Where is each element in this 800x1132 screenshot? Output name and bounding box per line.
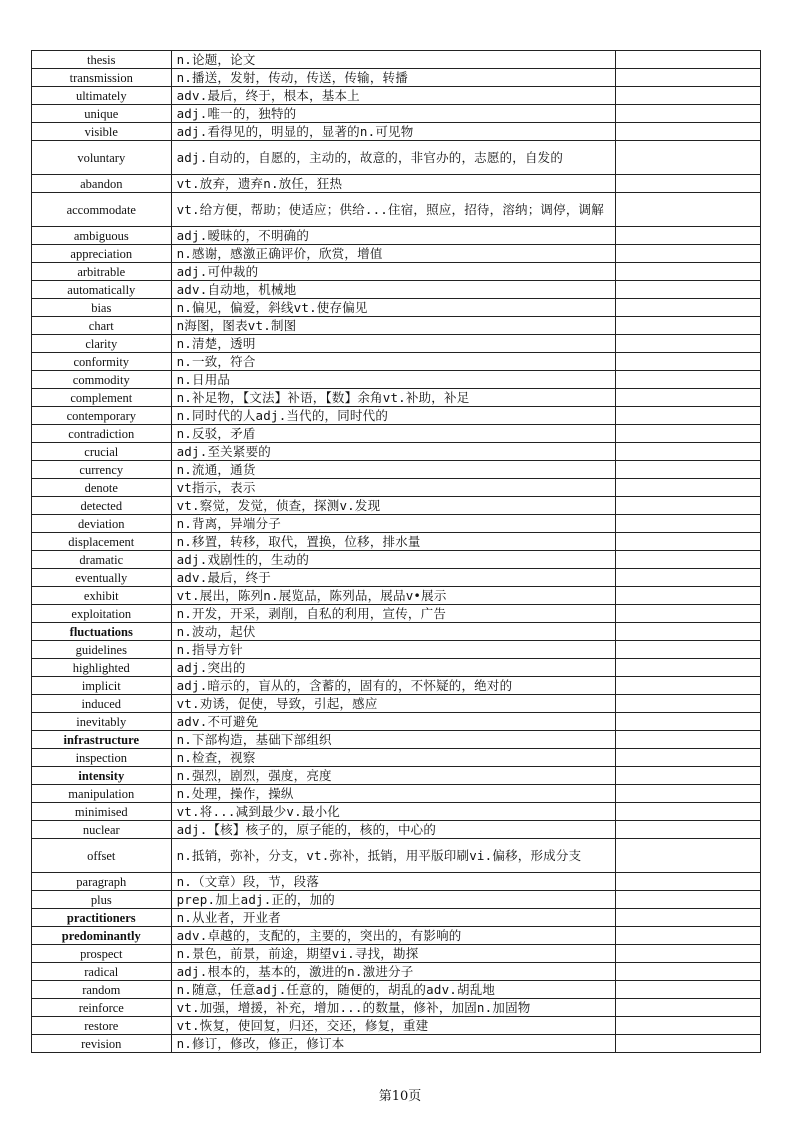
notes-cell — [616, 945, 761, 963]
word-cell: random — [32, 981, 172, 999]
word-cell: crucial — [32, 443, 172, 461]
notes-cell — [616, 713, 761, 731]
word-cell: fluctuations — [32, 623, 172, 641]
definition-cell: adj.戏剧性的，生动的 — [171, 551, 616, 569]
definition-cell: adv.自动地，机械地 — [171, 281, 616, 299]
word-cell: minimised — [32, 803, 172, 821]
definition-cell: adj.突出的 — [171, 659, 616, 677]
definition-cell: adj.暧昧的，不明确的 — [171, 227, 616, 245]
notes-cell — [616, 785, 761, 803]
notes-cell — [616, 69, 761, 87]
table-row — [32, 839, 761, 873]
definition-cell: n.移置，转移，取代，置换，位移，排水量 — [171, 533, 616, 551]
table-row — [32, 425, 761, 443]
definition-cell: vt.展出，陈列n.展览品，陈列品，展品v•展示 — [171, 587, 616, 605]
definition-cell: vt.察觉，发觉，侦查，探测v.发现 — [171, 497, 616, 515]
table-row — [32, 623, 761, 641]
definition-cell: n.流通，通货 — [171, 461, 616, 479]
notes-cell — [616, 87, 761, 105]
definition-cell: n.日用品 — [171, 371, 616, 389]
word-cell: chart — [32, 317, 172, 335]
definition-cell: n.处理，操作，操纵 — [171, 785, 616, 803]
definition-cell: n.景色，前景，前途，期望vi.寻找，勘探 — [171, 945, 616, 963]
table-row — [32, 105, 761, 123]
table-row — [32, 245, 761, 263]
word-cell: paragraph — [32, 873, 172, 891]
table-row — [32, 677, 761, 695]
word-cell: infrastructure — [32, 731, 172, 749]
word-cell: appreciation — [32, 245, 172, 263]
notes-cell — [616, 963, 761, 981]
word-cell: automatically — [32, 281, 172, 299]
notes-cell — [616, 767, 761, 785]
definition-cell: n.修订，修改，修正，修订本 — [171, 1035, 616, 1053]
word-cell: abandon — [32, 175, 172, 193]
definition-cell: n.检查，视察 — [171, 749, 616, 767]
table-row — [32, 981, 761, 999]
table-row — [32, 389, 761, 407]
notes-cell — [616, 371, 761, 389]
word-cell: bias — [32, 299, 172, 317]
definition-cell: vt.将...减到最少v.最小化 — [171, 803, 616, 821]
table-row — [32, 587, 761, 605]
definition-cell: adj.可仲裁的 — [171, 263, 616, 281]
table-row — [32, 227, 761, 245]
table-row — [32, 193, 761, 227]
table-row — [32, 123, 761, 141]
table-row — [32, 371, 761, 389]
notes-cell — [616, 461, 761, 479]
definition-cell: adj.【核】核子的，原子能的，核的，中心的 — [171, 821, 616, 839]
table-row — [32, 51, 761, 69]
word-cell: prospect — [32, 945, 172, 963]
notes-cell — [616, 299, 761, 317]
table-row — [32, 909, 761, 927]
notes-cell — [616, 677, 761, 695]
word-cell: displacement — [32, 533, 172, 551]
definition-cell: adj.至关紧要的 — [171, 443, 616, 461]
notes-cell — [616, 227, 761, 245]
notes-cell — [616, 551, 761, 569]
definition-cell: n.随意，任意adj.任意的，随便的，胡乱的adv.胡乱地 — [171, 981, 616, 999]
definition-cell: n.强烈，剧烈，强度，亮度 — [171, 767, 616, 785]
word-cell: contradiction — [32, 425, 172, 443]
notes-cell — [616, 999, 761, 1017]
notes-cell — [616, 105, 761, 123]
word-cell: implicit — [32, 677, 172, 695]
definition-cell: n.同时代的人adj.当代的，同时代的 — [171, 407, 616, 425]
definition-cell: adv.最后，终于 — [171, 569, 616, 587]
table-row — [32, 785, 761, 803]
word-cell: exhibit — [32, 587, 172, 605]
table-row — [32, 551, 761, 569]
definition-cell: n.补足物，【文法】补语，【数】余角vt.补助，补足 — [171, 389, 616, 407]
word-cell: detected — [32, 497, 172, 515]
definition-cell: n.下部构造，基础下部组织 — [171, 731, 616, 749]
table-row — [32, 175, 761, 193]
word-cell: plus — [32, 891, 172, 909]
word-cell: arbitrable — [32, 263, 172, 281]
table-row — [32, 461, 761, 479]
notes-cell — [616, 193, 761, 227]
notes-cell — [616, 1035, 761, 1053]
table-row — [32, 731, 761, 749]
table-row — [32, 1035, 761, 1053]
word-cell: ultimately — [32, 87, 172, 105]
word-cell: currency — [32, 461, 172, 479]
table-row — [32, 945, 761, 963]
word-cell: complement — [32, 389, 172, 407]
table-row — [32, 749, 761, 767]
definition-cell: adv.不可避免 — [171, 713, 616, 731]
definition-cell: vt.放弃，遗弃n.放任，狂热 — [171, 175, 616, 193]
table-row — [32, 497, 761, 515]
table-row — [32, 533, 761, 551]
notes-cell — [616, 981, 761, 999]
notes-cell — [616, 909, 761, 927]
table-row — [32, 927, 761, 945]
word-cell: denote — [32, 479, 172, 497]
word-cell: thesis — [32, 51, 172, 69]
table-row — [32, 605, 761, 623]
notes-cell — [616, 803, 761, 821]
table-row — [32, 999, 761, 1017]
definition-cell: adj.自动的，自愿的，主动的，故意的，非官办的，志愿的，自发的 — [171, 141, 616, 175]
table-row — [32, 659, 761, 677]
word-cell: offset — [32, 839, 172, 873]
word-cell: unique — [32, 105, 172, 123]
notes-cell — [616, 123, 761, 141]
word-cell: transmission — [32, 69, 172, 87]
definition-cell: adj.根本的，基本的，激进的n.激进分子 — [171, 963, 616, 981]
definition-cell: vt.加强，增援，补充，增加...的数量，修补，加固n.加固物 — [171, 999, 616, 1017]
word-cell: induced — [32, 695, 172, 713]
table-row — [32, 803, 761, 821]
definition-cell: adj.唯一的，独特的 — [171, 105, 616, 123]
table-row — [32, 141, 761, 175]
definition-cell: n.从业者，开业者 — [171, 909, 616, 927]
word-cell: practitioners — [32, 909, 172, 927]
definition-cell: adv.最后，终于，根本，基本上 — [171, 87, 616, 105]
word-cell: accommodate — [32, 193, 172, 227]
notes-cell — [616, 51, 761, 69]
table-row — [32, 515, 761, 533]
table-row — [32, 317, 761, 335]
word-cell: exploitation — [32, 605, 172, 623]
notes-cell — [616, 389, 761, 407]
notes-cell — [616, 839, 761, 873]
notes-cell — [616, 569, 761, 587]
definition-cell: n.抵销，弥补，分支，vt.弥补，抵销，用平版印刷vi.偏移，形成分支 — [171, 839, 616, 873]
notes-cell — [616, 515, 761, 533]
notes-cell — [616, 175, 761, 193]
definition-cell: n.背离，异端分子 — [171, 515, 616, 533]
table-row — [32, 263, 761, 281]
word-cell: contemporary — [32, 407, 172, 425]
table-row — [32, 299, 761, 317]
word-cell: inevitably — [32, 713, 172, 731]
word-cell: visible — [32, 123, 172, 141]
definition-cell: n.（文章）段，节，段落 — [171, 873, 616, 891]
table-row — [32, 1017, 761, 1035]
table-row — [32, 353, 761, 371]
definition-cell: n.反驳，矛盾 — [171, 425, 616, 443]
definition-cell: prep.加上adj.正的，加的 — [171, 891, 616, 909]
definition-cell: n.感谢，感激正确评价，欣赏，增值 — [171, 245, 616, 263]
notes-cell — [616, 749, 761, 767]
definition-cell: adj.暗示的，盲从的，含蓄的，固有的，不怀疑的，绝对的 — [171, 677, 616, 695]
table-row — [32, 641, 761, 659]
table-row — [32, 695, 761, 713]
table-row — [32, 767, 761, 785]
definition-cell: vt.恢复，使回复，归还，交还，修复，重建 — [171, 1017, 616, 1035]
definition-cell: vt.劝诱，促使，导致，引起，感应 — [171, 695, 616, 713]
definition-cell: vt.给方便，帮助；使适应；供给...住宿，照应，招待，溶纳；调停，调解 — [171, 193, 616, 227]
table-row — [32, 443, 761, 461]
notes-cell — [616, 245, 761, 263]
notes-cell — [616, 335, 761, 353]
word-cell: nuclear — [32, 821, 172, 839]
notes-cell — [616, 443, 761, 461]
definition-cell: n.论题，论文 — [171, 51, 616, 69]
definition-cell: n.波动，起伏 — [171, 623, 616, 641]
notes-cell — [616, 605, 761, 623]
table-row — [32, 873, 761, 891]
table-row — [32, 407, 761, 425]
table-row — [32, 87, 761, 105]
notes-cell — [616, 317, 761, 335]
definition-cell: adj.看得见的，明显的，显著的n.可见物 — [171, 123, 616, 141]
table-row — [32, 569, 761, 587]
notes-cell — [616, 425, 761, 443]
notes-cell — [616, 927, 761, 945]
definition-cell: n.清楚，透明 — [171, 335, 616, 353]
word-cell: ambiguous — [32, 227, 172, 245]
definition-cell: n.偏见，偏爱，斜线vt.使存偏见 — [171, 299, 616, 317]
word-cell: radical — [32, 963, 172, 981]
table-row — [32, 963, 761, 981]
definition-cell: n海图，图表vt.制图 — [171, 317, 616, 335]
definition-cell: vt指示，表示 — [171, 479, 616, 497]
notes-cell — [616, 141, 761, 175]
table-row — [32, 891, 761, 909]
word-cell: deviation — [32, 515, 172, 533]
word-cell: eventually — [32, 569, 172, 587]
notes-cell — [616, 891, 761, 909]
notes-cell — [616, 873, 761, 891]
notes-cell — [616, 821, 761, 839]
definition-cell: n.指导方针 — [171, 641, 616, 659]
definition-cell: n.开发，开采，剥削，自私的利用，宣传，广告 — [171, 605, 616, 623]
notes-cell — [616, 731, 761, 749]
word-cell: predominantly — [32, 927, 172, 945]
table-row — [32, 335, 761, 353]
word-cell: commodity — [32, 371, 172, 389]
notes-cell — [616, 659, 761, 677]
notes-cell — [616, 281, 761, 299]
notes-cell — [616, 1017, 761, 1035]
word-cell: clarity — [32, 335, 172, 353]
table-row — [32, 281, 761, 299]
table-row — [32, 479, 761, 497]
notes-cell — [616, 587, 761, 605]
notes-cell — [616, 695, 761, 713]
notes-cell — [616, 407, 761, 425]
notes-cell — [616, 479, 761, 497]
word-cell: reinforce — [32, 999, 172, 1017]
page-number: 第10页 — [378, 1089, 422, 1104]
word-cell: voluntary — [32, 141, 172, 175]
word-cell: restore — [32, 1017, 172, 1035]
word-cell: inspection — [32, 749, 172, 767]
word-cell: intensity — [32, 767, 172, 785]
notes-cell — [616, 497, 761, 515]
notes-cell — [616, 353, 761, 371]
vocabulary-table-body — [32, 51, 761, 1053]
table-row — [32, 69, 761, 87]
notes-cell — [616, 623, 761, 641]
definition-cell: adv.卓越的，支配的，主要的，突出的，有影响的 — [171, 927, 616, 945]
notes-cell — [616, 641, 761, 659]
notes-cell — [616, 533, 761, 551]
word-cell: manipulation — [32, 785, 172, 803]
table-row — [32, 713, 761, 731]
definition-cell: n.一致，符合 — [171, 353, 616, 371]
word-cell: conformity — [32, 353, 172, 371]
notes-cell — [616, 263, 761, 281]
word-cell: revision — [32, 1035, 172, 1053]
table-row — [32, 821, 761, 839]
vocabulary-table — [31, 50, 761, 1053]
word-cell: guidelines — [32, 641, 172, 659]
word-cell: highlighted — [32, 659, 172, 677]
definition-cell: n.播送，发射，传动，传送，传输，转播 — [171, 69, 616, 87]
word-cell: dramatic — [32, 551, 172, 569]
